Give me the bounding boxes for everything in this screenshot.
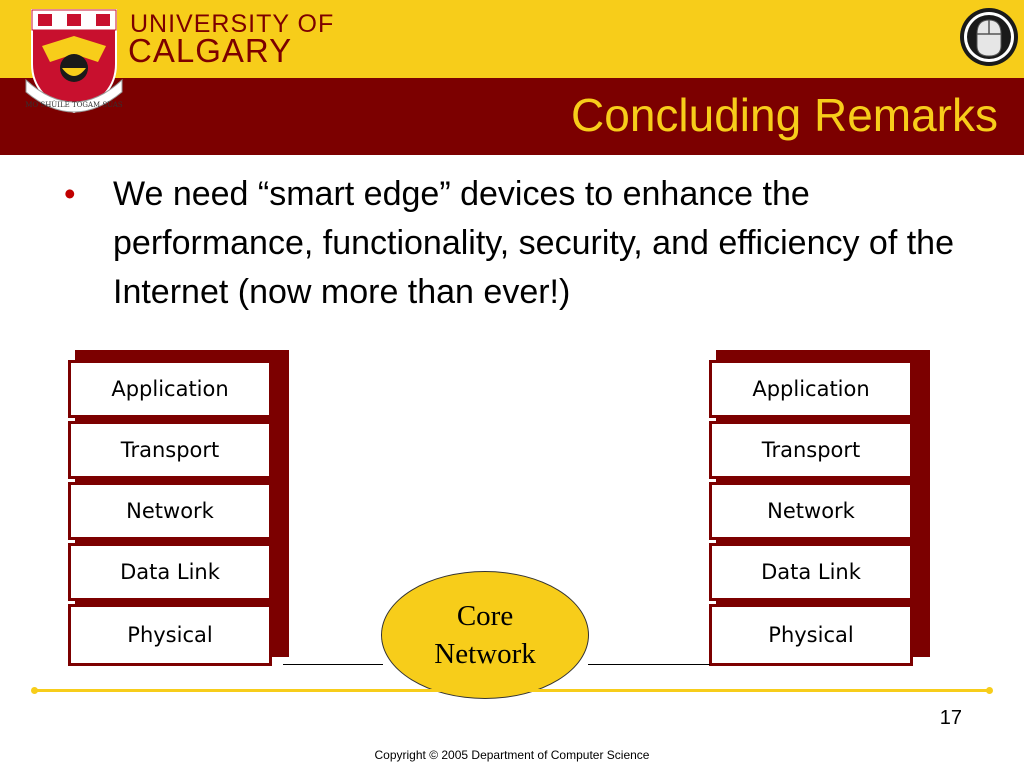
core-label-line2: Network bbox=[434, 638, 536, 670]
page-number: 17 bbox=[939, 707, 962, 729]
bullet-marker: • bbox=[64, 175, 76, 212]
right-layer-application: Application bbox=[709, 360, 913, 418]
left-layer-application: Application bbox=[68, 360, 272, 418]
university-crest-logo bbox=[22, 6, 126, 118]
crest-motto: MO SHÙILE TOGAM SUAS bbox=[25, 101, 123, 109]
university-name-line1: UNIVERSITY OF bbox=[130, 10, 335, 38]
left-layer-transport: Transport bbox=[68, 421, 272, 479]
left-layer-physical: Physical bbox=[68, 604, 272, 666]
divider-right-dot bbox=[986, 687, 993, 694]
left-layer-data-link: Data Link bbox=[68, 543, 272, 601]
slide-title: Concluding Remarks bbox=[571, 89, 998, 141]
left-wire bbox=[283, 664, 383, 665]
divider-left-dot bbox=[31, 687, 38, 694]
right-layer-transport: Transport bbox=[709, 421, 913, 479]
mouse-icon[interactable] bbox=[958, 6, 1020, 68]
footer-divider bbox=[34, 689, 990, 692]
right-layer-physical: Physical bbox=[709, 604, 913, 666]
left-layer-network: Network bbox=[68, 482, 272, 540]
core-label-line1: Core bbox=[456, 600, 514, 632]
right-layer-data-link: Data Link bbox=[709, 543, 913, 601]
bullet-text: We need “smart edge” devices to enhance the performance, functionality, security, and efficiency of the Internet (now more than ever!) bbox=[113, 175, 954, 311]
university-name-line2: CALGARY bbox=[128, 32, 293, 69]
right-layer-network: Network bbox=[709, 482, 913, 540]
copyright-notice: Copyright © 2005 Department of Computer Science bbox=[374, 748, 650, 762]
right-wire bbox=[588, 664, 710, 665]
core-network-node bbox=[381, 571, 589, 699]
